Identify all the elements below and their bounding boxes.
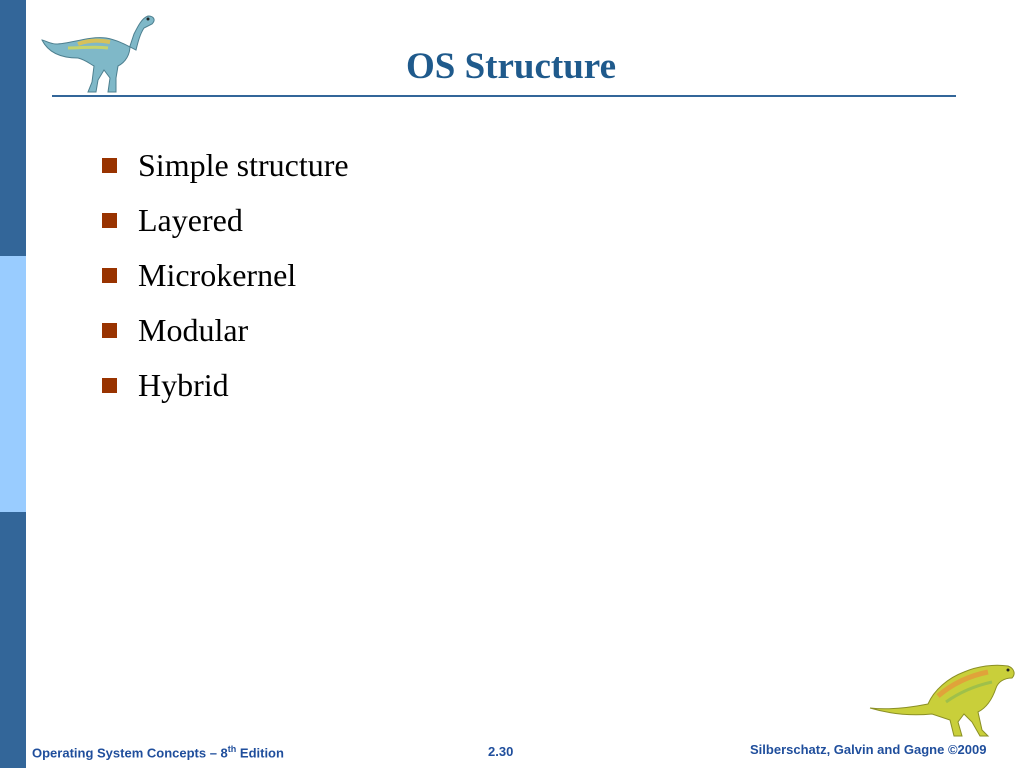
square-bullet-icon bbox=[102, 213, 117, 228]
sidebar-segment-top bbox=[0, 0, 26, 256]
bullet-text: Microkernel bbox=[138, 257, 297, 293]
bullet-text: Layered bbox=[138, 202, 243, 238]
bullet-item bbox=[102, 303, 349, 358]
bullet-text: Hybrid bbox=[138, 367, 229, 403]
footer-book-title: Operating System Concepts – 8th Edition bbox=[32, 744, 284, 761]
sidebar-segment-middle bbox=[0, 256, 26, 512]
bullet-item bbox=[102, 138, 349, 193]
bullet-item bbox=[102, 248, 349, 303]
bullet-list bbox=[102, 138, 349, 413]
bullet-item bbox=[102, 193, 349, 248]
square-bullet-icon bbox=[102, 323, 117, 338]
sidebar-segment-bottom bbox=[0, 512, 26, 768]
sidebar-stripe bbox=[0, 0, 26, 768]
bullet-item bbox=[102, 358, 349, 413]
footer-authors: Silberschatz, Galvin and Gagne ©2009 bbox=[750, 742, 987, 757]
dinosaur-icon bbox=[868, 656, 1018, 740]
title-divider bbox=[52, 95, 956, 97]
square-bullet-icon bbox=[102, 158, 117, 173]
slide-title: OS Structure bbox=[405, 46, 616, 87]
square-bullet-icon bbox=[102, 378, 117, 393]
bullet-text: Modular bbox=[138, 312, 249, 348]
square-bullet-icon bbox=[102, 268, 117, 283]
footer-page-number: 2.30 bbox=[488, 744, 514, 759]
bullet-text: Simple structure bbox=[138, 147, 349, 183]
